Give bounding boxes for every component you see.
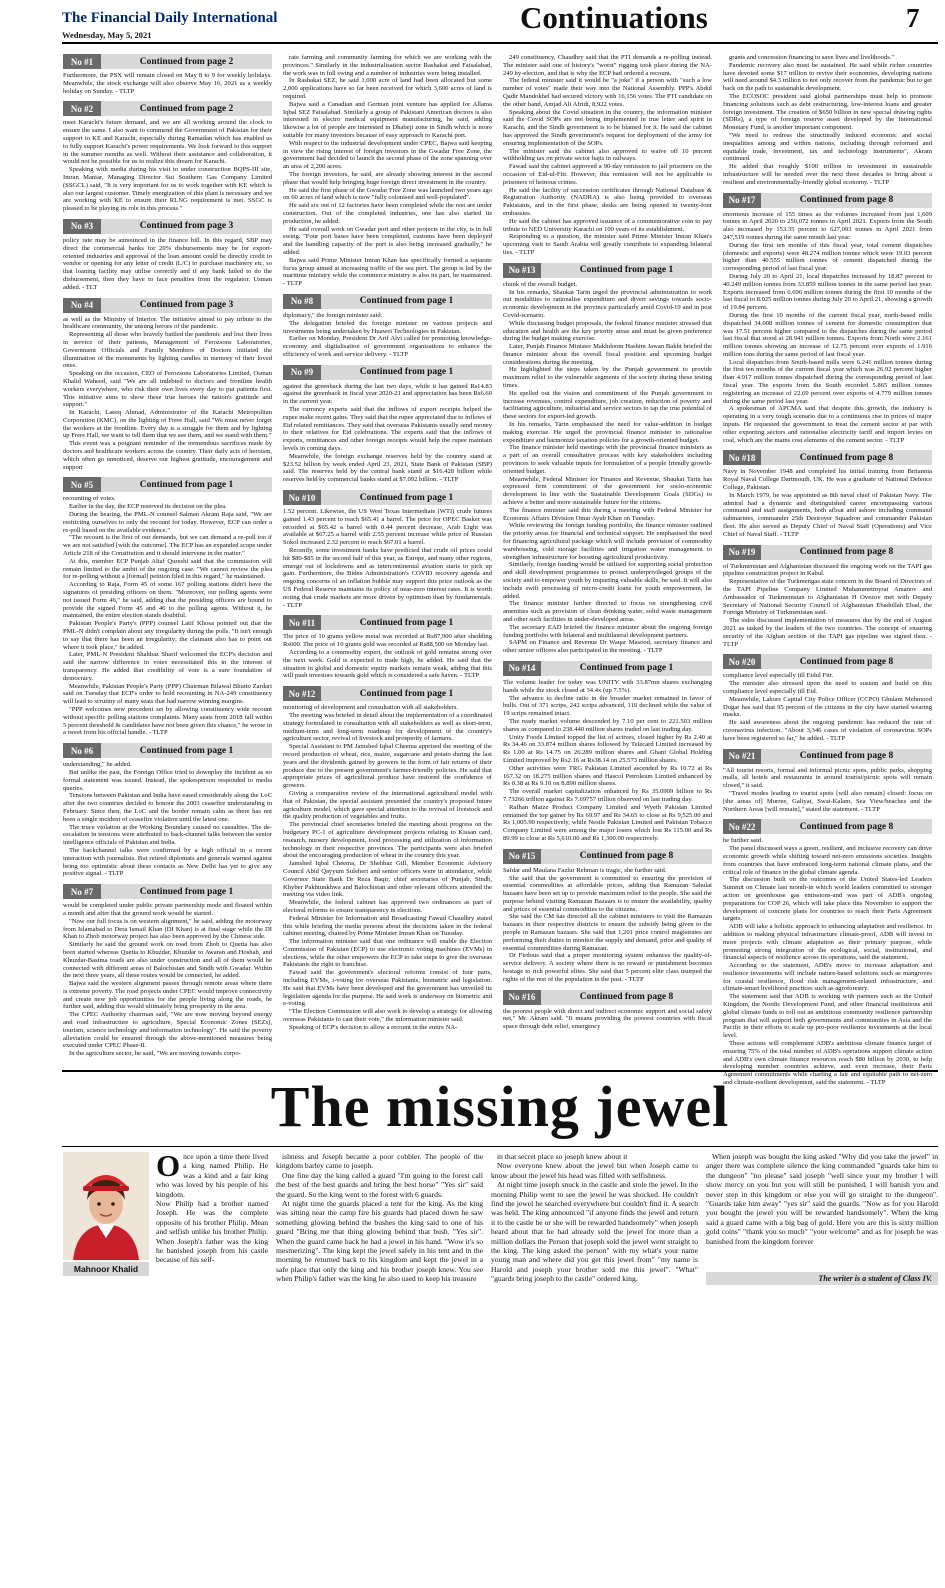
story-paragraph: Speaking on the occasion, CEO of Ferozsons Laboratories Limited, Osman Khalid Waheed, said "We are all indebted to doctors and frontline health workers everywhere, who risk their own lives every day to put patients first. This initiative aims to show these true heroes the nation's gratitude and support." xyxy=(63,370,272,409)
continuation-header xyxy=(723,545,932,560)
continuation-story xyxy=(283,490,492,609)
story-paragraph: Local dispatches from South-based mills were 6.241 million tonnes during the first ten months of the current fiscal year which was 26.92 percent higher than 4.917 million tonnes dispatched during the corresponding period of last fiscal year. The exports from the South recorded 5.865 million tonnes registering an increase of 22.69 percent over exports of 4.779 million tonnes during the same period last year. xyxy=(723,358,932,405)
story-paragraph: monitoring of development and consultation with all stakeholders. xyxy=(283,704,459,712)
continuation-story xyxy=(503,990,712,1031)
story-paragraph: Fawad said the cabinet approved a 90-day remission to jail prisoners on the occasion of Eid-ul-Fitr. However, this remission will not be applicable to prisoners of heinous crimes. xyxy=(503,163,712,186)
continuation-story xyxy=(63,101,272,213)
story-paragraph: The federal minister said it would be "a joke" if a person with "such a low number of votes" made their way into the National Assembly. PPP's Abdul Qadir Mandokhel had secured victory with 16,156 votes. The PTI candidate on the other hand, Amjad Ali Afridi, 8,922 votes. xyxy=(503,77,712,108)
story-paragraph: Meanwhile, Lahore Capital City Police Officer (CCPO) Ghulam Mehmood Dogar has said that 95 percent of the citizens in the city have started wearing masks. xyxy=(723,695,932,719)
continuation-number: No #12 xyxy=(283,686,321,701)
feature-paragraph: Now everyone knew about the jewel but when Joseph came to know about the jewel his head was filled with selfishness. xyxy=(491,1161,698,1180)
continuation-number: No #8 xyxy=(283,294,321,309)
story-paragraph: policy rate may be announced in the finance bill. In this regard, SBP may direct the commercial banks for 20% disbursements may be for export-oriented industries and approval of the loan amount could be directly credit to vendor or opening for any letter of credit (L/C) to purchase machinery etc. so that loaning facility may utilise correctly and if any bank failed to do the disbursement, then they have to face penalties from the regulator. Usman added. - TLT xyxy=(63,236,272,291)
story-paragraph: Meanwhile, the foreign exchange reserves held by the country stand at $23.52 billion by week ended April 23, 2021, State Bank of Pakistan (SBP) said. The reserves held by the central bank stand at $16.428 billion while reserves held by commercial banks stand at $7.092 billion. - TLTP xyxy=(283,452,492,484)
continuation-header xyxy=(723,749,932,764)
story-paragraph: The price of 10 grams yellow metal was recorded at Rs87,900 after shedding Rs600. The price of 10 grams gold was recorded at Rs88,500 on Monday last. xyxy=(283,633,492,649)
continuation-header xyxy=(503,661,712,676)
story-paragraph: He said awareness about the ongoing pandemic has reduced the rate of coronavirus infection. "About 3,346 cases of violation of coronavirus SOPs have been registered so far," he added. - TLTP xyxy=(723,719,932,742)
story-paragraph: In his remarks, Shaukat Tarin urged the provincial administration to work out modalities to rationalise expenditure and divert savings towards socio-economic development in the province particularly amid Covid-19 and in post Covid-scenario. xyxy=(503,288,712,319)
story-paragraph: She said that the government is committed to ensuring the provision of essential commodities at affordable prices, adding that Ramazan Sahulat bazaars have been set up to provide maximum relief to the people. She said the purpose behind visiting Ramazan Bazaars is to ensure the availability, quality and prices of essential commodities to the citizens. xyxy=(503,874,712,913)
continuation-header xyxy=(63,298,272,313)
story-paragraph: In March 1979, he was appointed as 8th naval chief of Pakistan Navy. The admiral had a dynamic and distinguished career encompassing various command and staff assignments, both afloat and ashore including command submarines, commander 25th Destroyer Squadron and commander Pakistan fleet. He also served as Deputy Chief of Naval Staff (Operations) and Vice Chief of Naval Staff. - TLTP xyxy=(723,491,932,538)
story-paragraph: The panel discussed ways a green, resilient, and inclusive recovery can drive economic growth while shifting toward net-zero emissions societies. Insights from countries that have embraced long-term national climate plans, and the critical role of finance in the global climate agenda. xyxy=(723,845,932,876)
story-paragraph: Speaking about the Covid situation in the country, the information minister said the Covid SOPs are not being implemented in true letter and spirit in Karachi, and the Sindh government is to be blamed for it. He said the cabinet has approved the Sindh government's request for deployment of the army for ensuring implementation of the SOPs. xyxy=(503,108,712,147)
story-paragraph: Bajwa said the western alignment passes through remote areas where there is extreme poverty. The road projects under CPEC would improve connectivity and create new job opportunities for the people living along the roads, he further said, adding this would ultimately bring prosperity in the area. xyxy=(63,980,272,1011)
issue-date: Wednesday, May 5, 2021 xyxy=(62,30,152,40)
story-paragraph: Tensions between Pakistan and India have eased considerably along the LoC after the two countries decided to honour the 2003 ceasefire understanding in February. Since then, the LoC and the border remain calm as there has not been a single incident of ceasefire violation until the latest one. xyxy=(63,792,272,823)
masthead-rule xyxy=(62,42,938,44)
story-paragraph: Special Assistant to PM Jamshed Iqbal Cheema apprised the meeting of the record production of wheat, rice, maize, sugarcane and potato during the last years and the dividends gained by growers in the form of fair returns of their produce due to the present government's farmer-friendly policies. He said that appropriate prices of agricultural produce have restored the confidence of growers. xyxy=(283,743,492,790)
story-paragraph: The volume leader for today was UNITY with 33.87mn shares exchanging hands while the stock closed at 34.4x (up 7.5%). xyxy=(503,678,712,694)
story-paragraph: He highlighted the steps taken by the Punjab government to provide maximum relief to the vulnerable segments of the society during these testing times. xyxy=(503,366,712,390)
story-paragraph: In Karachi, Laeeq Ahmad, Administrator of the Karachi Metropolitan Corporation (KMC), on the lighting of Frere Hall, said "We must never forget the workers at the frontline. Every day is a struggle for them and by lighting up Frere Hall, we want to tell them that we see them, and we stand with them." xyxy=(63,409,272,440)
story-paragraph: These actions will complement ADB's ambitious climate finance target of ensuring 75% of the total number of ADB's operations support climate action and ADB's own climate finance resources reach $80 billion by 2030, to help developing member countries achieve, and even increase, their Paris Agreement commitments while charting a fair and equitable path to net-zero and climate-resilient development, said the statement. - TLTP xyxy=(723,1040,932,1087)
feature-paragraph: ishness and Joseph became a poor cobbler. The people of the kingdom barley came to joseph. xyxy=(276,1152,483,1171)
story-paragraph: He added that roughly $100 trillion in investment in sustainable infrastructure will be needed over the next three decades to bring about a resilient and environmentally-friendly global economy. - TLTP xyxy=(723,163,932,186)
continuation-header xyxy=(503,263,712,278)
newspaper-name: The Financial Daily International xyxy=(62,10,278,26)
continuation-source: Continued from page 1 xyxy=(321,490,492,505)
story-paragraph: According to Raja, Form 45 of some 167 polling stations didn't have the signatures of presiding officers on them. "Moreover, our polling agents were not issued Form 46," he said, adding that the presiding officers are bound to provide the signed Form 45 and 46 to the polling agents. Without it, he maintained, the entire election stands doubtful. xyxy=(63,581,272,620)
story-paragraph: Earlier on Monday, President Dr Arif Alvi called for promoting knowledge-economy and digitalisation of government organisations to enhance the efficiency of work and service delivery. - TLTP xyxy=(283,335,492,358)
story-paragraph: The currency experts said that the inflows of export receipts helped the rupee make recent gains. They said that the rupee appreciated due to inflows of Eid related remittances. They said that overseas Pakistanis usually send money to their relatives for Eid celebrations. The experts said that the inflows of exports, remittances and other foreign receipts would help the rupee maintain levels in coming days. xyxy=(283,406,492,453)
story-paragraph: During the hearing, the PML-N counsel Salman Akram Raja said, "We are restricting ourselves to only the recount for today. However, ECP can order a re-poll based on the available evidence." xyxy=(63,511,272,534)
story-paragraph: The ECOSOC president said global partnerships must help to promote financing solutions such as debt restructuring, low-interest loans and greater foreign investment. The creation of $650 billion in new special drawing rights (SDRs), a type of foreign reserve asset developed by the International Monetary Fund, is another important component. xyxy=(723,92,932,132)
continuation-story xyxy=(283,365,492,484)
story-paragraph: The overall market capitalization enhanced by Rs 35.0909 billion to Rs 7.73266 trillion against Rs 7.69757 trillion observed on last trading day. xyxy=(503,788,712,803)
continuation-header xyxy=(283,294,492,309)
story-paragraph: He said overall work on Gwadar port and other projects in the city, is in full swing. "Four port bases have been completed, customs have been deployed and the handling capacity of the port is also being increased gradually," he added. xyxy=(283,225,492,256)
story-paragraph: diplomacy," the foreign minister said. xyxy=(283,311,383,319)
story-paragraph: "All tourist resorts, formal and informal picnic spots, public parks, shopping malls, all hotels and restaurants in around tourist/picnic spots will remain closed," it said. xyxy=(723,766,932,790)
story-paragraph: grants and concession financing to save lives and livelihoods." xyxy=(729,54,895,61)
continuation-source: Continued from page 3 xyxy=(101,298,272,313)
continuation-story xyxy=(283,615,492,680)
continuation-number: No #19 xyxy=(723,545,761,560)
story-paragraph: With respect to the industrial development under CPEC, Bajwa said keeping in view the rising interest of foreign investors in the Gwadar Free Zone, the government had decided to launch the second phase of the zone spanning over an area of 2,200 acres. xyxy=(283,139,492,171)
story-paragraph: SAPM on Finance and Revenue Dr Waqar Masood, secretary finance and other senior officers also participated in the meeting. - TLTP xyxy=(503,639,712,655)
continuation-story xyxy=(283,54,492,288)
continuation-header xyxy=(503,990,712,1005)
story-paragraph: Unity Foods Limited topped the list of actives, closed higher by Rs 2.40 at Rs 34.46 on 33.874 million shares followed by Telecard Limited increased by Rs 1.00 at Rs 14.75 on 26.289 million shares and Ghani Global Holding Limited improved by Rs2.16 at Rs38.14 on 25.573 million shares. xyxy=(503,733,712,764)
continuation-source: Continued from page 2 xyxy=(101,101,272,116)
story-paragraph: Earlier in the day, the ECP reserved its decision on the plea. xyxy=(69,503,227,511)
story-paragraph: But unlike the past, the Foreign Office tried to downplay the incident as no formal statement was issued. Instead, the spokesperson responded to media queries. xyxy=(63,768,272,792)
story-paragraph: Jamshed Iqbal Cheema, Dr Shehbaz Gill, Member Economic Advisory Council Abid Qayyum Suleheri and senior officers were in attendance, while Governor State Bank Dr Reza Baqir, chief secretaries of Punjab, Sindh, Khyber Pakhtunkhwa and Balochistan and other relevant officers attended the meeting via video link. xyxy=(283,860,492,899)
story-paragraph: Later, Punjab Finance Minister Makhdoom Hashim Jawan Bakht briefed the finance minister about the overall fiscal position and upcoming budget considerations during the meeting. xyxy=(503,343,712,366)
column-1 xyxy=(63,54,272,1060)
continuation-number: No #13 xyxy=(503,263,541,278)
story-paragraph: He said the cabinet has approved issuance of a commemorative coin to pay tribute to NED University Karachi on 100 years of its establishment. xyxy=(503,217,712,233)
continuation-story xyxy=(63,884,272,1058)
continuation-story xyxy=(723,545,932,649)
author-photo xyxy=(63,1152,149,1260)
continuation-header xyxy=(723,193,932,208)
story-paragraph: Similarly, foreign funding would be utilised for supporting social protection and skill development programmes to protect underprivileged groups of the society and to empower youth by imparting valuable skills, he said. It will also include swift processing of micro-credit loans for youth empowerment, he added. xyxy=(503,561,712,600)
feature-paragraph: At night time the guards placed a tent for the king. As the king was sitting near the camp fire his guards had placed down he saw something glowing behind the bushes the king said to one of his guard "Bring me that thing glowing behind that bush. "Yes sir". When the guard came back he had a jewel in his hand. "Wow it's so mesmerizing". The king kept the jewel safely in his tent and in the morning he returned back to his kingdom and kept the jewel in a safe place that only the king and his brother joseph knew. You see when Philip's father was the king he also used to keep his treasure xyxy=(276,1199,483,1284)
story-paragraph: chunk of the overall budget. xyxy=(503,280,578,288)
story-paragraph: Meanwhile, Federal Minister for Finance and Revenue, Shaukat Tarin has expressed firm commitment of the government for socio-economic development in line with the Sustainable Development Goals (SDGs) to achieve a better and more sustainable future for the citizens. xyxy=(503,475,712,507)
story-paragraph: as well as the Ministry of Interior. The initiative aimed to pay tribute to the healthcare community, the unsung heroes of the pandemic. xyxy=(63,315,272,331)
continuation-source: Continued from page 1 xyxy=(321,365,492,380)
drop-cap: O xyxy=(156,1148,181,1183)
continuation-story xyxy=(723,749,932,814)
continuation-number: No #21 xyxy=(723,749,761,764)
column-2 xyxy=(283,54,492,1060)
feature-column-4 xyxy=(706,1152,938,1270)
story-paragraph: "The recount is the first of our demands, but we can demand a re-poll too if we are not satisfied [with the outcome]. The ECP has an expanded scope under Article 218 of the Constitution and it should intervene in the matter." xyxy=(63,534,272,558)
story-paragraph: While reviewing the foreign funding portfolio, the finance minister outlined the priority areas for financial and technical support. He emphasised the need for financing agricultural package which will include provision of commodity warehousing, cold storage facilities and irrigation water management to strengthen infrastructure for boosting agricultural productivity. xyxy=(503,522,712,561)
story-paragraph: meet Karachi's future demand, and we are all working around the clock to ensure the same. I also want to commend the Government of Pakistan for their support to KE and Karachi, especially during Ramadan which has enabled us to fully support Karachi's power requirements. We look forward to this support in the summer months as well. Without their assistance and collaboration, it would not be possible for us to realize this dream for Karachi. xyxy=(63,119,272,166)
continuation-story xyxy=(723,450,932,538)
story-paragraph: The backchannel talks were confirmed by a high official in a recent interaction with journalists. But retired diplomats and generals warned against being too optimistic about these contacts as New Delhi has yet to give any positive signal. - TLTP xyxy=(63,846,272,878)
story-paragraph: Speaking with media during his visit to under construction BQPS-III site, Imran Maniar, Managing Director Sui Southern Gas Company Limited (SSGCL) said, "It is very important for us to work together with KE which is also our largest customer. Timely energization of this plant is necessary and we are working with KE to ensure their RLNG requirement is met. SSGC is pleased to be playing its role in this process." xyxy=(63,166,272,213)
story-paragraph: Safdar and Maulana Fazlur Rehman is tragic, she further said. xyxy=(503,866,667,874)
story-paragraph: At this, member ECP Punjab Altaf Qureshi said that the commission will remain limited to the ambit of the ongoing case. "We cannot review the plea for re-polling without a [formal] petition filed in this regard," he maintained. xyxy=(63,557,272,581)
story-paragraph: He said the first phase of the Gwadar Free Zone was launched two years ago on 60 acres of land which is now "fully colonised and well-populated". xyxy=(283,186,492,202)
story-paragraph: Navy in November 1948 and completed his initial training from Britannia Royal Naval College Dartmouth, UK. He was a graduate of National Defence College, Pakistan. xyxy=(723,468,932,492)
continuation-header xyxy=(283,490,492,505)
story-paragraph: of Turkmenistan and Afghanistan discussed the ongoing work on the TAPI gas pipeline construction project in Kabul. xyxy=(723,562,932,578)
story-paragraph: Federal Minister for Information and Broadcasting Fawad Chaudhry stated this while briefing the media persons about the decisions taken in the federal cabinet meeting, chaired by Prime Minister Imran Khan on Tuesday. xyxy=(283,914,492,938)
feature-opening-text: nce upon a time there lived a king named Philip. He was a kind and a fair king who was loved by his people of his kingdom. xyxy=(156,1152,268,1199)
continuation-header xyxy=(723,450,932,465)
continuation-story xyxy=(503,849,712,984)
continuation-header xyxy=(723,819,932,834)
story-paragraph: Meanwhile, the federal cabinet has approved two ordinances as part of electoral reforms to ensure transparency in elections. xyxy=(283,899,492,914)
story-paragraph: Representing all those who bravely battled the pandemic and lost their lives in service of their patients, Management of Ferozsons Laboratories, Government Officials and Family Members of Doctors initiated the illumination of the monuments by lighting candles in memory of their loved ones. xyxy=(63,331,272,370)
continuation-header xyxy=(723,654,932,669)
continuation-source: Continued from page 8 xyxy=(761,450,932,465)
story-paragraph: The minister said the cabinet also approved to waive off 10 percent withholding tax on private sector hajis in railways. xyxy=(503,147,712,163)
story-paragraph: He spelled out the vision and commitment of the Punjab government to increase revenues, control expenditure, job creation, reduction of poverty and facilitating agriculture, industrial and service sectors to tap the true potential of these sectors for export-led growth. xyxy=(503,389,712,421)
author-photo-illustration xyxy=(63,1152,149,1260)
continuation-header xyxy=(283,615,492,630)
story-paragraph: enormous increase of 155 times as the volumes increased from just 1,609 tonnes in April 2020 to 250,072 tonnes in April 2021. Exports from the South also increased by 153.35 percent to 627,093 tonnes in April 2021 from 247,519 tonnes during the same month last year. xyxy=(723,210,932,241)
story-paragraph: "Now our full focus is on western alignment," he said, adding the motorway from Islamabad to Dera Ismail Khan (DI Khan) is at final stage while the DI Khan to Zhob motorway project has also been approved by the Chinese side. xyxy=(63,917,272,941)
continuation-source: Continued from page 1 xyxy=(321,294,492,309)
continuation-source: Continued from page 8 xyxy=(761,749,932,764)
continuation-source: Continued from page 8 xyxy=(761,545,932,560)
continuation-source: Continued from page 8 xyxy=(541,990,712,1005)
continuation-header xyxy=(63,101,272,116)
story-paragraph: Similarly he said the ground work on road from Zhob to Quetta has also been started whereas Quetta to Khuzdar, Khuzdar to Awaran and Hoshab, and Khuzdar-Basima roads are also under construction and all of them would be connected with different areas of Balochistan and Sindh with Gwadar. Within the next three years, all these routes would be connected, he added. xyxy=(63,941,272,980)
continuation-number: No #15 xyxy=(503,849,541,864)
story-paragraph: compliance level especially till Eidul Fitr. xyxy=(723,672,834,680)
story-paragraph: Meanwhile, Pakistan People's Party (PPP) Chairman Bilawal Bhutto Zardari said on Tuesday that ECP's order to hold recounting in NA-249 constituency will lead to scrutiny of many seats that had narrow winning margins. xyxy=(63,682,272,706)
story-paragraph: The discussion built on the outcomes of the United States-led Leaders Summit on Climate last month-in which world leaders committed to stronger action on greenhouse gas emissions-and was part of ADB's ongoing preparations for COP 26, which will take place this November to support the development of concrete plans for countries to reach their Paris Agreement targets. xyxy=(723,876,932,923)
story-paragraph: Responding to a question, the minister said Prime Minister Imran Khan's upcoming visit to Saudi Arabia will greatly contribute to expanding bilateral ties. - TLTP xyxy=(503,233,712,256)
story-paragraph: The delegation briefed the foreign minister on various projects and investments being undertaken by Huawei Technologies in Pakistan. xyxy=(283,319,492,335)
story-paragraph: 249 constituency, Chaudhry said that the PTI demands a re-polling instead. The minister said one of history's "worst" rigging took place during the NA-249 by-election, and that is why the ECP had ordered a recount. xyxy=(503,54,712,77)
story-paragraph: The foreign investors, he said, are already showing interest in the second phase that would help bringing huge foreign direct investment in the country. xyxy=(283,170,492,186)
continuation-number: No #18 xyxy=(723,450,761,465)
continuation-story xyxy=(63,219,272,292)
story-paragraph: This event was a poignant reminder of the tremendous sacrifices made by doctors and healthcare workers across the country. Their daily acts of heroism, which often go unnoticed, deserve our highest gratitude, encouragement and support xyxy=(63,440,272,471)
masthead xyxy=(0,0,945,44)
continuation-story xyxy=(503,263,712,655)
continuation-number: No #4 xyxy=(63,298,101,313)
continuation-story xyxy=(503,661,712,843)
story-paragraph: Fawad said the government's electoral reforms consist of four parts, including EVMs, i-voting for overseas Pakistanis, biometric and legislation. He said that EVMs have been developed and the government has unveiled its legislation agenda for the purpose. He said work is underway on biometric and e-voting. xyxy=(283,969,492,1008)
continuation-story xyxy=(723,54,932,187)
continuation-number: No #5 xyxy=(63,477,101,492)
continuation-source: Continued from page 1 xyxy=(101,743,272,758)
continuation-header xyxy=(283,365,492,380)
story-paragraph: Bajwa said Prime Minister Imran Khan has specifically formed a separate focus group aimed at increasing traffic of the sea port. The group is led by the maritime ministry while the commerce ministry is also its part, he maintained. - TLTP xyxy=(283,256,492,288)
story-paragraph: against the greenback during the last two days, while it has gained Rs14.83 against the greenback in fiscal year 2020-21 and appreciation has been Rs6.60 in the current year. xyxy=(283,382,492,406)
feature-paragraph: in that secret place so joseph knew about it xyxy=(497,1152,628,1161)
continuation-source: Continued from page 3 xyxy=(101,219,272,234)
continuation-story xyxy=(63,298,272,472)
story-paragraph: understanding," he added. xyxy=(63,761,132,769)
story-paragraph: The sides discussed implementation of measures due by the end of August 2021 as tasked by the leaders of the two countries. The concept of ensuring security of the Afghan section of the TAPI gas pipeline was signed then. - TLTP xyxy=(723,617,932,648)
story-paragraph: The ready market volume descended by 7.10 per cent to 221.503 million shares as compared to 238.440 million shares traded on last trading day. xyxy=(503,717,712,733)
column-3 xyxy=(503,54,712,1060)
story-paragraph: would be completed under public private partnership mode and floated within a month and after that the ground work would be started. xyxy=(63,902,272,917)
continuation-source: Continued from page 1 xyxy=(541,661,712,676)
story-paragraph: The provincial chief secretaries briefed the meeting about progress on the budgetary PC-1 of agriculture development projects relating to Kissan card, research, nursery development, food processing and utilization of information technology in their respective provinces. The participants were also briefed about the encouraging production of wheat in the country this year. xyxy=(283,821,492,860)
story-paragraph: Bajwa said a Canadian and German joint venture has applied for Allama Iqbal SEZ Faisalabad. Similarly a group of Pakistani American doctors is also interested in electro medical equipment manufacturing, he said, adding likewise a lot of people are interested in Dhabeji zone in Sindh which is more suitable for many investors because of easy approach to Karachi port. xyxy=(283,100,492,139)
story-paragraph: Later, PML-N President Shahbaz Sharif welcomed the ECP's decision and said the narrow difference in votes necessitated this in the interest of transparency. He added that credibility of vote is a sure foundation of democracy. xyxy=(63,651,272,682)
story-paragraph: According to the statement, ADB's move to increase adaptation and resilience investments will include nature-based solutions such as mangroves for coastal resilience, flood risk management-related infrastructure, and climate-smart livelihood practices such as agroforestry. xyxy=(723,962,932,993)
continuation-story xyxy=(63,54,272,95)
continuation-source: Continued from page 8 xyxy=(761,654,932,669)
story-paragraph: Furthermore, the PSX will remain closed on May 8 to 9 for weekly holidays. Meanwhile, the stock exchange will also observe May 16, 2021 as a weekly holiday on Sunday. - TLTP xyxy=(63,72,272,95)
story-paragraph: Speaking of ECP's decision to allow a recount in the entire NA- xyxy=(289,1023,458,1031)
writer-byline: The writer is a student of Class IV. xyxy=(706,1272,938,1285)
continuation-header xyxy=(283,686,492,701)
continuation-source: Continued from page 8 xyxy=(761,819,932,834)
continuation-story xyxy=(63,743,272,878)
continuation-header xyxy=(63,219,272,234)
story-paragraph: In the agriculture sector, he said, "We are moving towards corpo- xyxy=(69,1050,241,1058)
continuation-story xyxy=(283,686,492,1031)
continuation-source: Continued from page 1 xyxy=(541,263,712,278)
continuation-number: No #2 xyxy=(63,101,101,116)
continuation-source: Continued from page 8 xyxy=(761,193,932,208)
continuation-number: No #6 xyxy=(63,743,101,758)
continuation-header xyxy=(503,849,712,864)
story-paragraph: the poorest people with direct and indirect economic support and social safety net," Mr. Akram said. "It means providing the poorest countries with fiscal space through debt relief, emergency xyxy=(503,1007,712,1031)
story-paragraph: The advance to decline ratio in the broader market remained in favor of bulls. Out of 371 scrips, 242 scrips advanced, 110 declined while the value of 19 scrips remained intact. xyxy=(503,694,712,718)
story-paragraph: "PPP welcomes new precedent set by allowing constituency wide recount without specific polling stations complaints. Many seats from 2018 fall within 5 percent threshold & candidates have not been given this chance," he wrote in a tweet from his official handle. - TLTP xyxy=(63,705,272,737)
continuation-source: Continued from page 8 xyxy=(541,849,712,864)
story-paragraph: The finance minister further directed to focus on strengthening civil amenities such as provision of clean drinking water, solid waste management and other such facilities in under-developed areas. xyxy=(503,600,712,623)
continuation-source: Continued from page 2 xyxy=(101,54,272,69)
story-paragraph: Other activities were TRG Pakistan Limited ascended by Rs 10.72 at Rs 167.32 on 18.275 million shares and Hascol Petroleum Limited enhanced by Rs 0.38 at Rs 9.10 on 8.890 million shares. xyxy=(503,764,712,788)
story-paragraph: The minister also stressed upon the need to sustain and build on this compliance level especially till Eid. xyxy=(723,680,932,695)
story-paragraph: "We need to redress the structurally induced economic and social inequalities among and within nations, including through reformed and equitable trade, investment, tax and technology instruments", Akram continued. xyxy=(723,131,932,163)
story-paragraph: While discussing budget proposals, the federal finance minister stressed that education and health are the key priority areas and must be given preference during the budget making exercise. xyxy=(503,319,712,343)
feature-headline: The missing jewel xyxy=(270,1074,730,1139)
continuation-number: No #10 xyxy=(283,490,321,505)
column-4 xyxy=(723,54,932,1087)
story-paragraph: During July 20 to April 21, local dispatches increased by 18.87 percent to 40.249 million tonnes from 33.859 million tonnes in the same period last year. Exports increased from 6.696 million tonnes during the first 10 months of the last fiscal to 8.025 million tonnes during July 20 to April 21, showing a growth of 19.84 percent. xyxy=(723,272,932,312)
continuation-number: No #20 xyxy=(723,654,761,669)
feature-column-1 xyxy=(156,1148,268,1284)
story-paragraph: A spokesman of APCMA said that despite this growth, the industry is operating in a very tough scenario due to a continuous rise in prices of major inputs. He requested the government to treat the cement sector at par with other exporting sectors and rationalise electricity tariff and import levies on coal, which are the mains cost elements of the cement sector. - TLTP xyxy=(723,405,932,444)
feature-paragraph: When joseph was bought the king asked "Why did you take the jewel" in anger there was complete silence the king commanded "guards take him to the dungeon" "no please" said joseph "well since your my brother I will show mercy on you but you will still be punished, I will banish you and never step in this kingdom or else you will go straight to the dungeon". "Guards take him away" "yes sir" said the guards. "Now as for you Harold you bought the jewel you will be rewarded handsomely". When the king said a guard came with a big bag of gold. Here you are this is sixty million gold coins" "thank you so much" "your welcome" and as for joseph he was banished from the kingdom forever xyxy=(706,1152,938,1246)
continuation-number: No #16 xyxy=(503,990,541,1005)
page-number: 7 xyxy=(906,3,920,33)
story-paragraph: He said the facility of succession certificates through National Database & Registration Authority (NADRA) is also being provided to overseas Pakistanis, and in the first phase, desks are being opened in twenty-four embassies. xyxy=(503,186,712,217)
continuation-header xyxy=(63,477,272,492)
story-paragraph: Giving a comparative review of the international agricultural model with that of Pakistan, the special assistant presented the country's proposed future agriculture model, which gave special attention to the revival of livestock and the quality production of vegetables and fruits. xyxy=(283,789,492,821)
feature-paragraph: At night time joseph snuck in the castle and stole the jewel. In the morning Philip went to see the jewel he was shocked. He couldn't find the jewel he searched everywhere but couldn't find it. A search was held. The king announced "if anyone finds the jewel and return it to the castle he or she will be rewarded handsomely" when joseph heard about that he had already sold the jewel for more than a million dollars the Person that joseph sold the jewel went straight to the king. The king asked the person" with my what's your name young man and where did you get this jewel from" "my name is Harold and joseph your brother sold me this jewel". "What" "guards bring joseph to the castle" ordered king. xyxy=(491,1180,698,1284)
feature-headline-rule xyxy=(62,1146,938,1147)
story-paragraph: Representative of the Turkmengas state concern in the Board of Directors of the TAPI Pipeline Company Limited Muhammetmyrat Amanov and Ambassador of Turkmenistan to Afghanistan H Ovezov met with Deputy Secretary of National Security Council of Afghanistan Ebadullah Ebad, the Foreign Ministry of Turkmenistan said. xyxy=(723,578,932,617)
feature-opening-paragraph xyxy=(156,1148,268,1199)
continuation-header xyxy=(63,743,272,758)
continuation-story xyxy=(63,477,272,737)
feature-column-2 xyxy=(276,1152,483,1284)
continuation-story xyxy=(723,193,932,445)
story-paragraph: He said six out of 12 factories have been completed while the rest are under construction. Out of the completed industries, one has also started its production, he added. xyxy=(283,202,492,225)
continuation-number: No #9 xyxy=(283,365,321,380)
story-paragraph: The secretary EAD briefed the finance minister about the ongoing foreign funding portfolio with bilateral and multilateral development partners. xyxy=(503,623,712,639)
continuation-source: Continued from page 1 xyxy=(321,615,492,630)
story-paragraph: Dr Firdous said that a proper monitoring system enhances the quality-of-service delivery. A society where there is no reward or punishment becomes hostage to rich powerful elites. She said that 5 percent elite class usurped the rights of the rest of the population in the past. - TLTP xyxy=(503,952,712,983)
continuation-story xyxy=(503,54,712,257)
continuation-number: No #1 xyxy=(63,54,101,69)
continuation-story xyxy=(723,654,932,742)
story-paragraph: "Travel modes leading to tourist spots [will also remain] closed: focus on [the areas of] Murree, Galiyat, Swat-Kalam, Sea View/beaches and the Northern Areas [will remain]," stated the statement. - TLTP xyxy=(723,789,932,813)
story-paragraph: 1.52 percent. Likewise, the US West Texas Intermediate (WTI) crude futures gained 1.43 percent to reach $65.41 a barrel. The price for OPEC Basket was recorded at $65.42 a barrel with 0.44 percent decrease, Arab Light was available at $67.25 a barrel with 2.55 percent increase while price of Russian Sokol increased 2.32 percent to reach $67.01 a barrel. xyxy=(283,508,492,547)
story-paragraph: The information minister said that one ordinance will enable the Election Commission of Pakistan (ECP) to use electronic voting machines (EVMs) in elections, while the other empowers the ECP to take steps to give the overseas Pakistanis the right to franchise. xyxy=(283,938,492,969)
continuation-header xyxy=(63,54,272,69)
continuation-number: No #3 xyxy=(63,219,101,234)
story-paragraph: The CPEC Authority chairman said, "We are now moving beyond energy and road infrastructure to agriculture, Special Economic Zones (SEZs), tourism, science technology and information technology". He said the poverty alleviation could be ensured through the above-mentioned measures being executed under CPEC Phase-II. xyxy=(63,1011,272,1050)
feature-column-3 xyxy=(491,1152,698,1284)
story-paragraph: rate farming and community farming for which we are working with the provinces." Similarly in the industrialisation sector Rashakai and Faisalabad, the work was in full swing and a number of industries were being installed. xyxy=(283,54,492,77)
story-paragraph: recounting of votes. xyxy=(63,495,116,503)
continuation-header xyxy=(63,884,272,899)
continuation-source: Continued from page 1 xyxy=(101,477,272,492)
author-caption: Mahnoor Khalid xyxy=(63,1262,149,1276)
story-paragraph: The finance minister held meetings with the provincial finance ministers as a part of an overall consultative process with key stakeholders including provinces to seek valuable inputs for formulation of a people friendly growth-oriented budget. xyxy=(503,444,712,475)
story-paragraph: Recently, some investment banks have predicted that crude oil prices could hit $80-$85 in the second half of this year, as Europe, and many other regions, emerge out of lockdowns and as intercontinental aviation starts to pick up gain. Furthermore, the Biden Administration's COVID recovery agenda and ongoing concerns of an inflation bubble may support this price outlook as the US Federal Reserve maintains its policy of near-zero interest rates. It is worth noting that crude markets are more driven by optimism than by fundamentals. - TLTP xyxy=(283,547,492,609)
continuation-number: No #14 xyxy=(503,661,541,676)
continuation-story xyxy=(283,294,492,359)
story-paragraph: ADB will take a holistic approach to enhancing adaptation and resilience. In addition to making physical infrastructure climate-proof, ADB will invest in more projects with climate adaptation as their primary purpose, while promoting strong integration of the ecological, social, institutional, and financial aspects of resilience across its operations, said the statement. xyxy=(723,923,932,962)
story-paragraph: "The Election Commission will also work to develop a strategy for allowing overseas Pakistanis to cast their vote," the information minister said. xyxy=(283,1008,492,1024)
story-paragraph: The finance minister said this during a meeting with Federal Minister for Economic Affairs Division Omar Ayub Khan on Tuesday. xyxy=(503,506,712,522)
story-paragraph: According to a commodity expert, the outlook of gold remains strong over the next week. Gold is expected to trade high, he added. He said that the situation in global and domestic equity markets remain weak, adding that this will push investors towards gold which is considered a safe haven. - TLTP xyxy=(283,649,492,680)
story-paragraph: Rafhan Maize Product Company Limited and Wyeth Pakistan Limited remained the top gainer by Rs 69.97 and Rs 34.65 to close at Rs 9,525.00 and Rs 1,005.90 respectively, while Nestle Pakistan Limited and Pakistan Tobacco Company Limited were among the major losers which lost Rs 115.00 and Rs 89.99 to close at Rs 5,610.00 and Rs 1,300.00 respectively. xyxy=(503,803,712,842)
continuation-number: No #17 xyxy=(723,193,761,208)
story-paragraph: In Rashakai SEZ, he said 1,000 acre of land had been allocated but some 2,000 applications have so far been received for which 3,600 acres of land is required. xyxy=(283,77,492,100)
continuation-number: No #22 xyxy=(723,819,761,834)
story-paragraph: During the first 10 months of the current fiscal year, north-based mills dispatched 34.008 million tonnes of cement for domestic consumption that was 17.51 percent higher compared to the dispatches during the same period last fiscal that stood at 28.941 million tonnes. Exports from North were 2.161 million tonnes showing an increase of 12.75 percent over exports of 1.916 million tons during the same period of last fiscal year. xyxy=(723,311,932,358)
section-title: Continuations xyxy=(520,0,708,35)
story-paragraph: In his remarks, Tarin emphasised the need for value-addition in budget making exercise. He urged the provincial finance minister to rationalise expenditure and harmonize taxation policies for a growth-oriented budget. xyxy=(503,421,712,444)
feature-paragraph: One fine day the king called a guard "I'm going to the forest call the best of the best guards and bring the best horse" "Yes sir" said the guard. So the king went to the forest with 6 guards. xyxy=(276,1170,483,1199)
story-paragraph: Pandemic recovery also must be sustained. He said while richer countries have devoted some $17 trillion to revive their economies, developing nations will need around $4.3 trillion to not only recover from the pandemic but to get back on the path to sustainable development. xyxy=(723,61,932,93)
story-paragraph: The truce violation at the Working Boundary caused no casualties. The de-escalation in tensions were attributed to back-channel talks between the senior intelligence officials of Pakistan and India. xyxy=(63,823,272,847)
continuation-source: Continued from page 1 xyxy=(321,686,492,701)
story-paragraph: She said the CM has directed all the cabinet ministers to visit the Ramazan bazaars in their respective districts to ensure the subsidy being given to the people in Ramazan bazaars. She said that 1,201 price control magistrates are performing their duties to monitor the supply and demand, price and quality of essential commodities during Ramazan. xyxy=(503,913,712,952)
story-paragraph: he further said. xyxy=(723,837,763,845)
continuation-number: No #7 xyxy=(63,884,101,899)
story-paragraph: Pakistan People's Party's (PPP) counsel Latif Khosa pointed out that the PML-N didn't complain about any irregularity during the polls. "It isn't enough to say that there has been an irregularity; the claimant also has to point out where it took place," he added. xyxy=(63,620,272,651)
continuation-story xyxy=(723,819,932,1087)
continuation-number: No #11 xyxy=(283,615,321,630)
story-paragraph: During the first ten months of this fiscal year, total cement dispatches (domestic and exports) were 48.274 million tonnes which were 19.03 percent higher than 40.555 million tonnes of cement dispatched during the corresponding period of last fiscal year. xyxy=(723,241,932,273)
continuation-source: Continued from page 1 xyxy=(101,884,272,899)
story-paragraph: The meeting was briefed in detail about the implementation of a coordinated strategy formulated in consultation with all stakeholders as well as short-term, medium-term and long-term roadmap for development of the country's agriculture sector, revival of livestock and prosperity of farmers. xyxy=(283,711,492,743)
feature-paragraph: Now Philip had a brother named Joseph. He was the complete opposite of his brother Philip. Mean and selfish unlike his brother Philip. When Joseph's father was the king he banished joseph from his castle because of his self- xyxy=(156,1199,268,1265)
story-paragraph: The statement said that ADB is working with partners such as the United Kingdom, the Nordic Development Fund, and other financial institutions and global climate funds to roll out an ambitious community resilience partnership program that will support both governments and communities in Asia and the Pacific in their efforts to scale up pro-poor resilience investments at the local level. xyxy=(723,993,932,1040)
